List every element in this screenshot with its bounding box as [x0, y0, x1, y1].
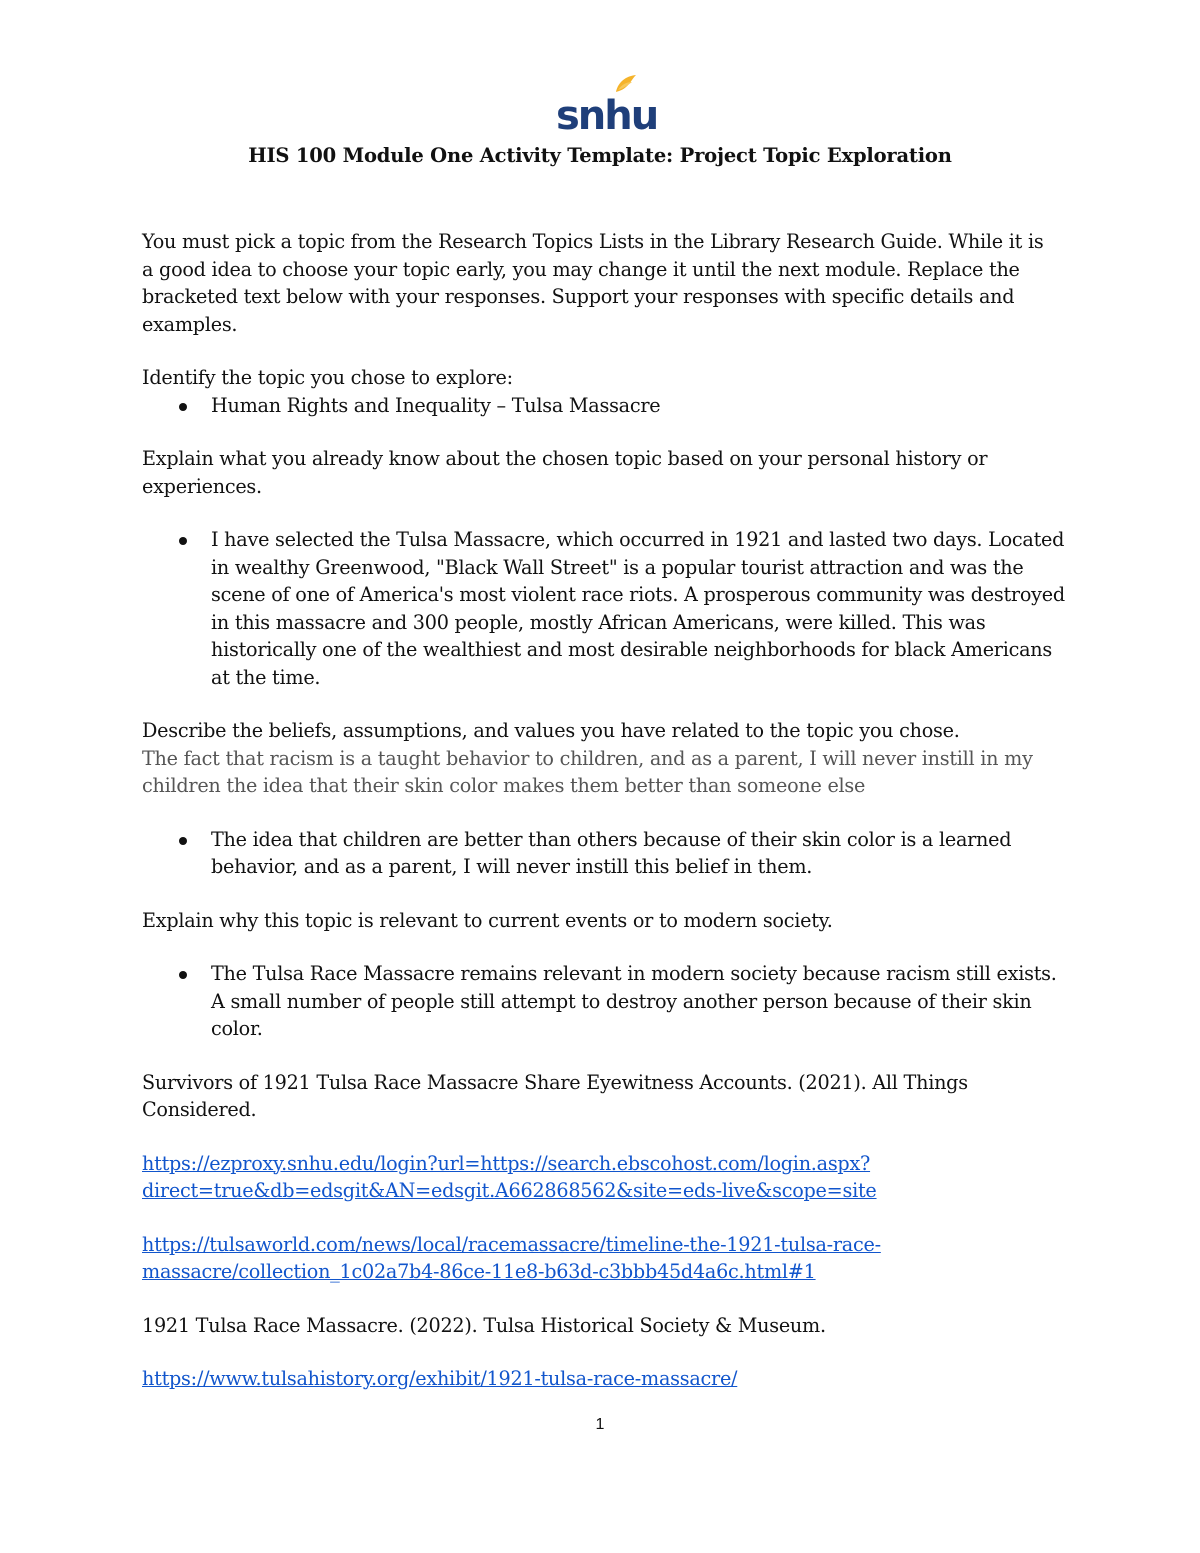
reference-link[interactable]: https://tulsaworld.com/news/local/racemassacre/timeline-the-1921-tulsa-race-	[142, 1232, 881, 1256]
knowledge-line: in wealthy Greenwood, "Black Wall Street" is a popular tourist attraction and was the	[211, 555, 1024, 579]
bullet-icon	[179, 537, 187, 545]
topic-list	[142, 392, 1072, 420]
relevance-list	[142, 960, 1072, 1043]
topic-answer: Human Rights and Inequality – Tulsa Massacre	[211, 393, 661, 417]
beliefs-grey-line: The fact that racism is a taught behavior to children, and as a parent, I will never instill in my	[142, 746, 1033, 770]
document-body	[142, 228, 1072, 1393]
knowledge-line: scene of one of America's most violent race riots. A prosperous community was destroyed	[211, 583, 1065, 606]
relevance-line: color.	[211, 1017, 263, 1040]
page-title: HIS 100 Module One Activity Template: Project Topic Exploration	[248, 144, 952, 167]
intro-line: bracketed text below with your responses. Support your responses with specific details and	[142, 285, 1015, 308]
reference-link[interactable]: https://www.tulsahistory.org/exhibit/1921-tulsa-race-massacre/	[142, 1367, 738, 1390]
beliefs-list	[142, 826, 1072, 881]
intro-paragraph	[142, 228, 1072, 338]
topic-prompt: Identify the topic you chose to explore:	[142, 366, 513, 389]
list-item	[142, 392, 1072, 420]
reference-text: Considered.	[142, 1098, 257, 1121]
logo-text: snhu	[556, 93, 658, 139]
knowledge-prompt: experiences.	[142, 474, 262, 498]
reference-link[interactable]: massacre/collection_1c02a7b4-86ce-11e8-b63d-c3bbb45d4a6c.html#1	[142, 1260, 816, 1283]
relevance-line: A small number of people still attempt to destroy another person because of their skin	[211, 989, 1032, 1013]
list-item	[142, 960, 1072, 1043]
intro-line: You must pick a topic from the Research Topics Lists in the Library Research Guide. While it is	[142, 230, 1044, 253]
reference-text: Survivors of 1921 Tulsa Race Massacre Share Eyewitness Accounts. (2021). All Things	[142, 1070, 968, 1094]
knowledge-line: I have selected the Tulsa Massacre, which occurred in 1921 and lasted two days. Located	[211, 528, 1065, 551]
page-number: 1	[595, 1416, 605, 1433]
reference-link[interactable]: https://ezproxy.snhu.edu/login?url=https://search.ebscohost.com/login.aspx?	[142, 1151, 871, 1175]
relevance-line: The Tulsa Race Massacre remains relevant in modern society because racism still exists.	[211, 962, 1057, 985]
reference-text: 1921 Tulsa Race Massacre. (2022). Tulsa Historical Society & Museum.	[142, 1313, 826, 1337]
intro-line: a good idea to choose your topic early, you may change it until the next module. Replace the	[142, 257, 1020, 281]
knowledge-line: at the time.	[211, 665, 321, 689]
list-item	[142, 826, 1072, 881]
snhu-logo	[556, 74, 658, 139]
beliefs-grey-line: children the idea that their skin color makes them better than someone else	[142, 774, 866, 797]
knowledge-list	[142, 526, 1072, 691]
bullet-icon	[179, 971, 187, 979]
bullet-icon	[179, 403, 187, 411]
reference-link[interactable]: direct=true&db=edsgit&AN=edsgit.A662868562&site=eds-live&scope=site	[142, 1179, 877, 1202]
bullet-icon	[179, 837, 187, 845]
beliefs-line: The idea that children are better than others because of their skin color is a learned	[211, 827, 1012, 851]
snhu-logo-graphic	[556, 74, 658, 139]
knowledge-line: historically one of the wealthiest and most desirable neighborhoods for black Americans	[211, 638, 1053, 661]
knowledge-prompt: Explain what you already know about the chosen topic based on your personal history or	[142, 447, 988, 470]
relevance-prompt: Explain why this topic is relevant to current events or to modern society.	[142, 908, 833, 932]
beliefs-prompt: Describe the beliefs, assumptions, and values you have related to the topic you chose.	[142, 719, 960, 742]
list-item	[142, 526, 1072, 691]
beliefs-line: behavior, and as a parent, I will never instill this belief in them.	[211, 855, 813, 878]
knowledge-line: in this massacre and 300 people, mostly African Americans, were killed. This was	[211, 610, 986, 634]
intro-line: examples.	[142, 312, 238, 336]
